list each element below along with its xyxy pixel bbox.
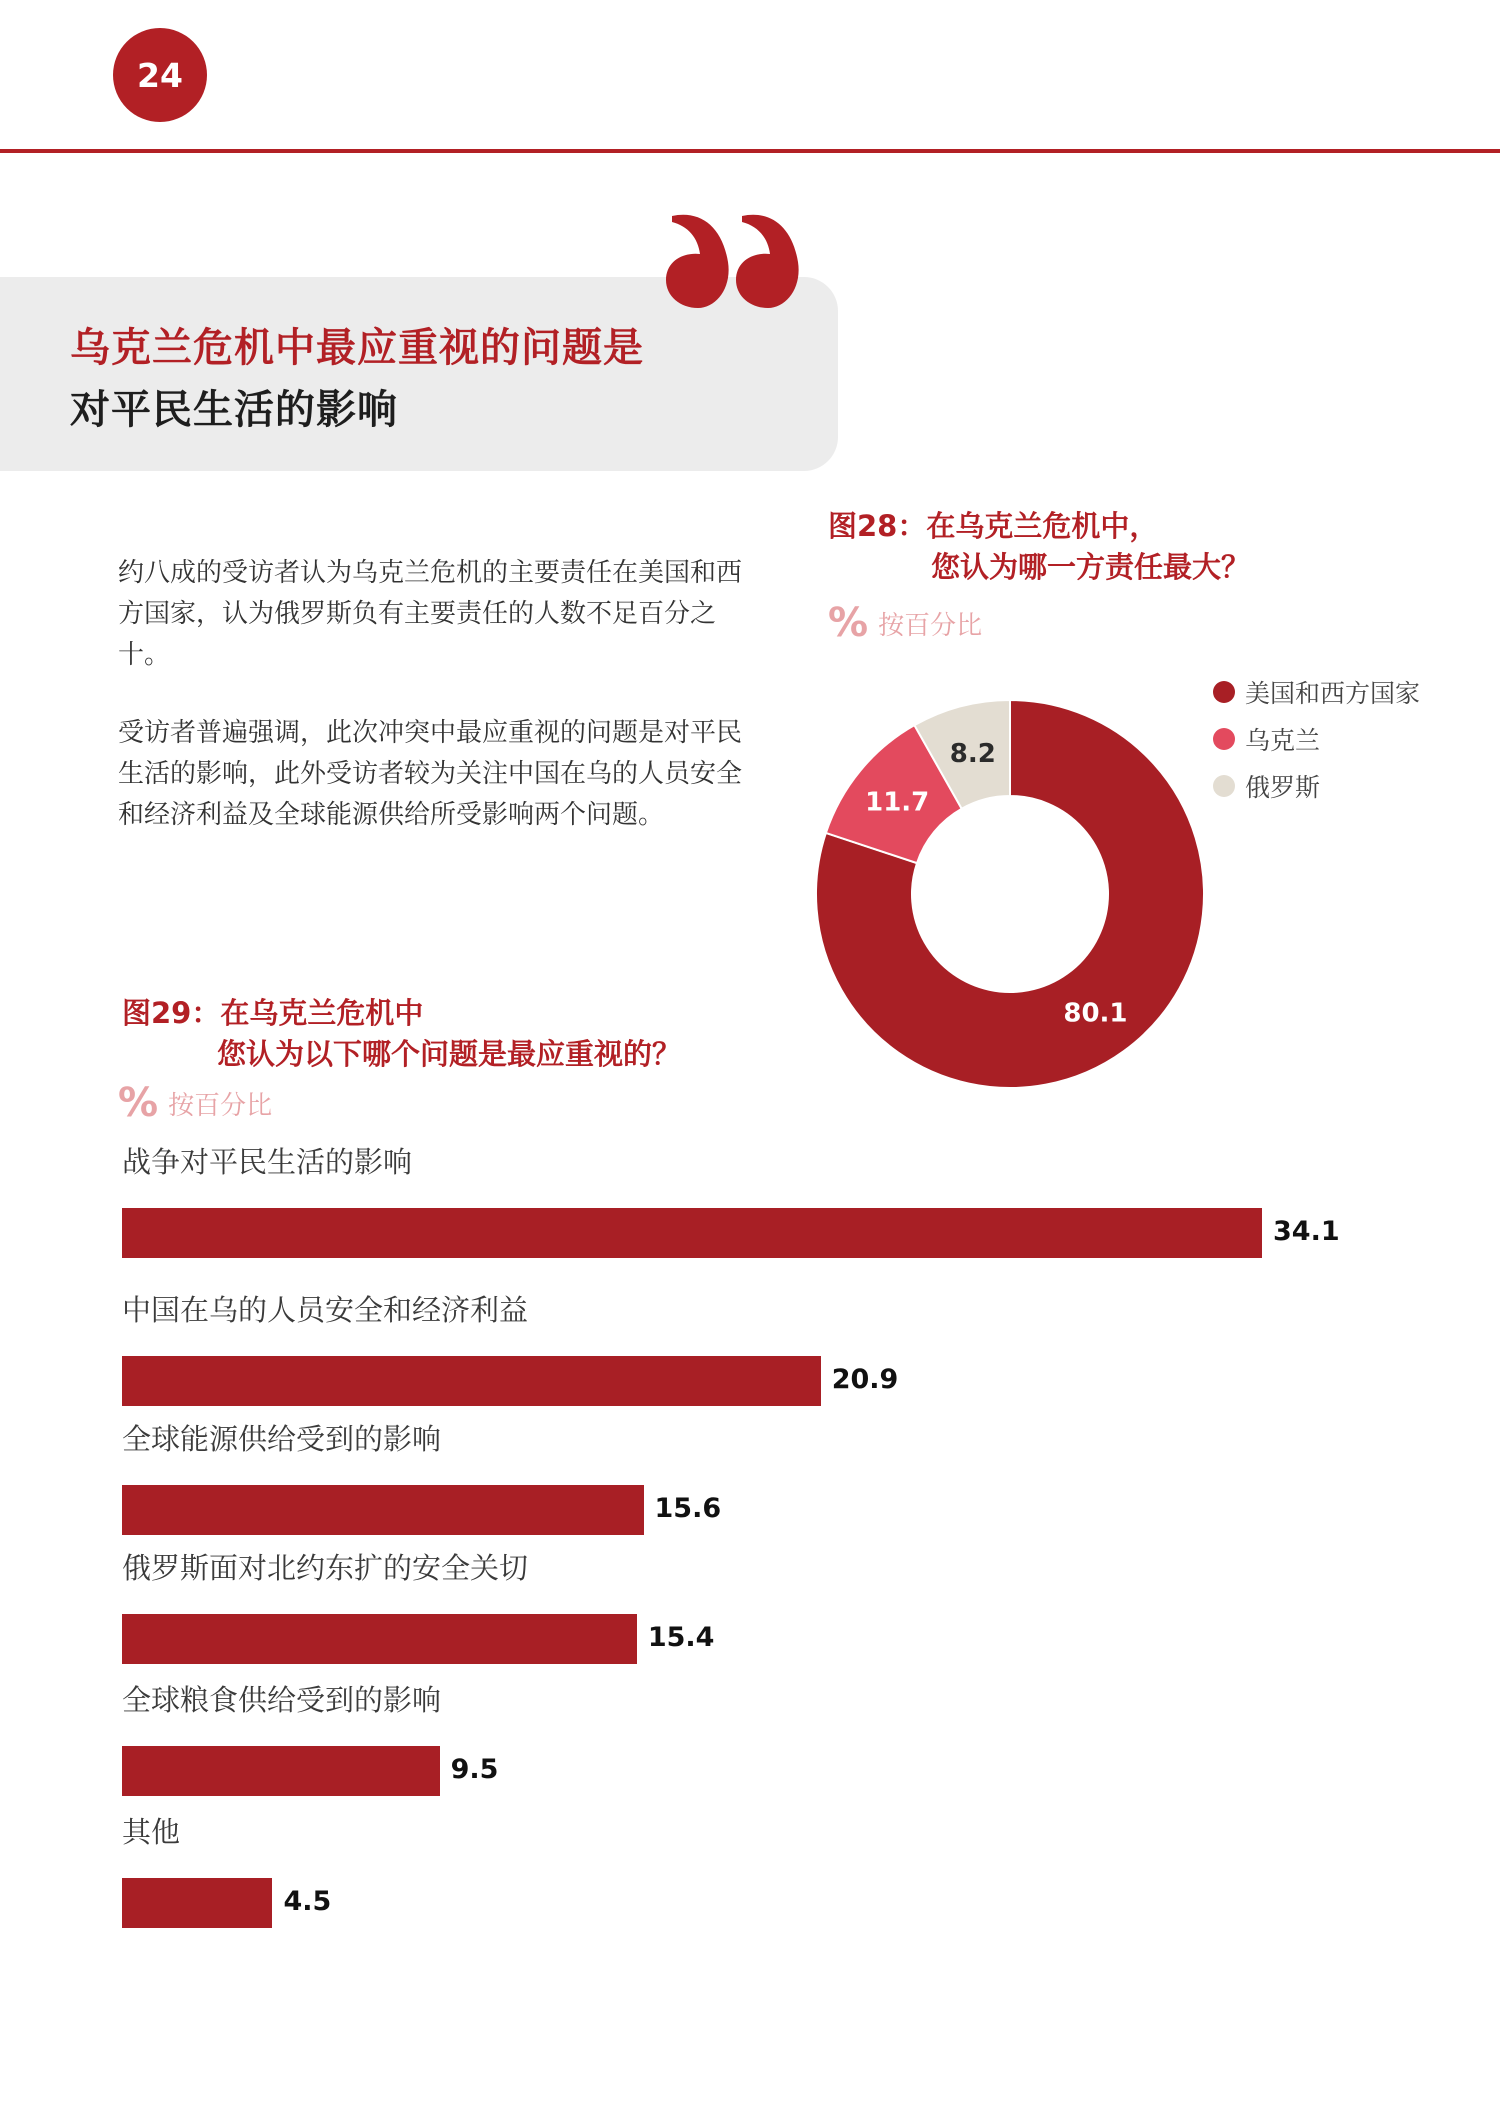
bar xyxy=(122,1356,821,1406)
bar-category-label: 战争对平民生活的影响 xyxy=(122,1145,413,1179)
bar-data-label: 15.6 xyxy=(654,1493,722,1524)
header-divider xyxy=(0,149,1500,153)
fig29-unit-text: 按百分比 xyxy=(168,1090,273,1121)
bar-category-label: 中国在乌的人员安全和经济利益 xyxy=(122,1293,529,1327)
bar-data-label: 4.5 xyxy=(283,1886,332,1917)
percent-icon: % xyxy=(118,1080,159,1126)
bar-data-label: 9.5 xyxy=(450,1754,499,1785)
bar-category-label: 全球粮食供给受到的影响 xyxy=(122,1683,442,1717)
legend-label: 美国和西方国家 xyxy=(1245,678,1421,708)
legend-label: 俄罗斯 xyxy=(1245,772,1321,802)
legend-item-us-west xyxy=(1213,668,1420,715)
page-number-badge: 24 xyxy=(113,28,207,122)
donut-data-label: 80.1 xyxy=(1063,998,1128,1029)
legend-swatch xyxy=(1213,728,1235,750)
bar xyxy=(122,1485,644,1535)
bar xyxy=(122,1878,272,1928)
fig29-bar-chart xyxy=(122,1140,1422,1940)
legend-item-ukraine xyxy=(1213,715,1420,762)
legend-item-russia xyxy=(1213,762,1420,809)
bar xyxy=(122,1208,1262,1258)
legend-label: 乌克兰 xyxy=(1245,725,1321,755)
legend-swatch xyxy=(1213,775,1235,797)
fig28-unit-label xyxy=(828,600,982,646)
fig28-unit-text: 按百分比 xyxy=(878,610,983,641)
body-paragraph-1: 约八成的受访者认为乌克兰危机的主要责任在美国和西方国家，认为俄罗斯负有主要责任的人数不足百分之十。 xyxy=(118,558,743,670)
fig29-title-line-1: 图29：在乌克兰危机中 xyxy=(122,996,424,1030)
quote-title-line-2: 对平民生活的影响 xyxy=(70,387,398,433)
fig28-title-line-2: 您认为哪一方责任最大？ xyxy=(931,550,1251,584)
bar xyxy=(122,1614,637,1664)
fig29-unit-label xyxy=(118,1080,272,1126)
bar xyxy=(122,1746,440,1796)
percent-icon: % xyxy=(828,600,869,646)
donut-data-label: 8.2 xyxy=(949,738,996,769)
bar-data-label: 20.9 xyxy=(831,1364,899,1395)
bar-category-label: 全球能源供给受到的影响 xyxy=(122,1422,442,1456)
bar-data-label: 34.1 xyxy=(1273,1216,1340,1247)
bar-category-label: 其他 xyxy=(122,1815,181,1849)
bar-data-label: 15.4 xyxy=(647,1622,715,1653)
fig29-title-line-2: 您认为以下哪个问题是最应重视的？ xyxy=(217,1037,682,1071)
donut-data-label: 11.7 xyxy=(865,787,930,818)
quote-title-line-1: 乌克兰危机中最应重视的问题是 xyxy=(70,325,644,371)
fig28-legend xyxy=(1213,668,1420,809)
legend-swatch xyxy=(1213,681,1235,703)
double-quote-icon xyxy=(660,204,810,314)
bar-category-label: 俄罗斯面对北约东扩的安全关切 xyxy=(122,1551,529,1585)
fig28-title-line-1: 图28：在乌克兰危机中， xyxy=(828,509,1159,543)
fig28-donut-chart xyxy=(800,684,1220,1104)
body-paragraph-2: 受访者普遍强调，此次冲突中最应重视的问题是对平民生活的影响，此外受访者较为关注中国在乌的人员安全和经济利益及全球能源供给所受影响两个问题。 xyxy=(118,718,743,830)
